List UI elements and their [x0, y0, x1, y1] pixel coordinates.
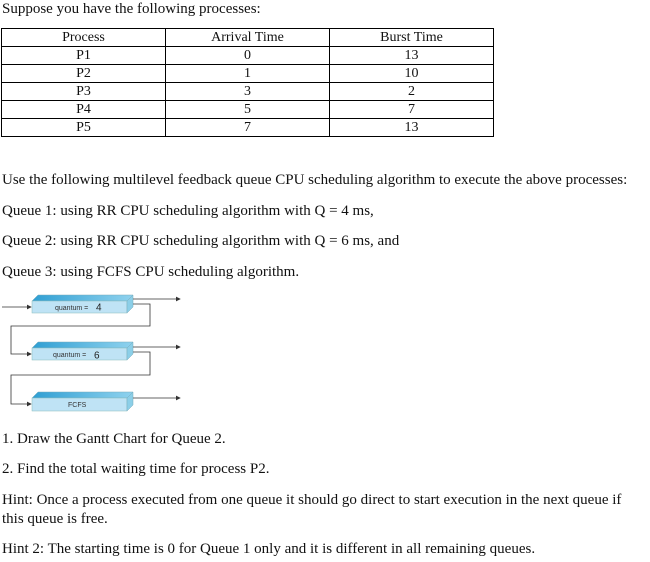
mlfq-diagram: [0, 288, 190, 418]
table-row: [2, 119, 494, 137]
cell-burst: 7: [330, 101, 494, 119]
cell-burst: 10: [330, 65, 494, 83]
queue2-description: Queue 2: using RR CPU scheduling algorithm with Q = 6 ms, and: [2, 233, 400, 249]
question-2: 2. Find the total waiting time for process P2.: [2, 461, 270, 477]
cell-burst: 13: [330, 47, 494, 65]
instructions-text: Use the following multilevel feedback queue CPU scheduling algorithm to execute the above processes:: [2, 172, 628, 188]
cell-burst: 13: [330, 119, 494, 137]
queue1-label: quantum =: [55, 305, 89, 312]
cell-burst: 2: [330, 83, 494, 101]
queue1-box: [32, 295, 133, 314]
cell-process: P1: [2, 47, 166, 65]
table-row: [2, 83, 494, 101]
table-row: [2, 47, 494, 65]
cell-process: P3: [2, 83, 166, 101]
queue2-label: quantum =: [53, 352, 87, 359]
queue3-label: FCFS: [68, 402, 87, 409]
header-arrival-time: Arrival Time: [166, 29, 330, 47]
process-table: [1, 28, 494, 137]
queue2-box: [32, 342, 133, 362]
question-1: 1. Draw the Gantt Chart for Queue 2.: [2, 431, 226, 447]
queue2-quantum: 6: [94, 350, 100, 362]
queue3-description: Queue 3: using FCFS CPU scheduling algorithm.: [2, 264, 300, 280]
intro-text: Suppose you have the following processes:: [2, 1, 261, 17]
hint-1-line-2: this queue is free.: [2, 511, 108, 527]
header-process: Process: [2, 29, 166, 47]
cell-arrival: 7: [166, 119, 330, 137]
cell-arrival: 0: [166, 47, 330, 65]
cell-process: P2: [2, 65, 166, 83]
hint-2: Hint 2: The starting time is 0 for Queue 1 only and it is different in all remaining queues.: [2, 541, 536, 557]
cell-process: P5: [2, 119, 166, 137]
table-header-row: [2, 29, 494, 47]
cell-arrival: 3: [166, 83, 330, 101]
cell-arrival: 1: [166, 65, 330, 83]
table-row: [2, 101, 494, 119]
hint-1-line-1: Hint: Once a process executed from one queue it should go direct to start execution in the next queue if: [2, 492, 622, 508]
cell-process: P4: [2, 101, 166, 119]
queue1-quantum: 4: [96, 302, 102, 314]
table-row: [2, 65, 494, 83]
queue3-box: [32, 392, 133, 411]
queue1-description: Queue 1: using RR CPU scheduling algorithm with Q = 4 ms,: [2, 203, 374, 219]
cell-arrival: 5: [166, 101, 330, 119]
header-burst-time: Burst Time: [330, 29, 494, 47]
